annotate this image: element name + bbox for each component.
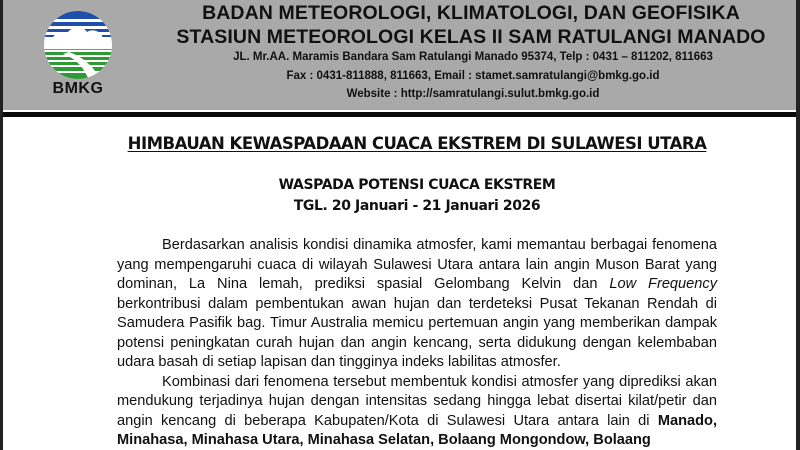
paragraph-1-text-a: Berdasarkan analisis kondisi dinamika atmosfer, kami memantau berbagai fenomena yang mempengaruhi cuaca di wilayah Sulawesi Utara antara lain angin Muson Barat yang dominan, La Nina lemah, prediksi spasial Gelombang Kelvin dan bbox=[117, 237, 717, 292]
document-subtitle: WASPADA POTENSI CUACA EKSTREM bbox=[278, 177, 556, 193]
letterhead bbox=[3, 0, 796, 110]
agency-name: BADAN METEOROLOGI, KLIMATOLOGI, DAN GEOFISIKA bbox=[202, 2, 740, 24]
paragraph-2-text: Kombinasi dari fenomena tersebut membentuk kondisi atmosfer yang diprediksi akan mendukung terjadinya hujan dengan intensitas sedang hingga lebat disertai kilat/petir dan angin kencang di beberapa Kabupaten/Kota di Sulawesi Utara antara lain di bbox=[117, 373, 717, 429]
paragraph-1 bbox=[117, 236, 717, 373]
paragraph-2-regions: Manado, Minahasa, Minahasa Utara, Minahasa Selatan, Bolaang Mongondow, Bolaang bbox=[117, 412, 717, 448]
date-range: TGL. 20 Januari - 21 Januari 2026 bbox=[293, 198, 541, 214]
station-name: STASIUN METEOROLOGI KELAS II SAM RATULANGI MANADO bbox=[176, 26, 766, 48]
letterhead-divider bbox=[3, 112, 796, 117]
document-page bbox=[3, 0, 796, 450]
bmkg-logo-label: BMKG bbox=[52, 80, 104, 97]
address-line: JL. Mr.AA. Maramis Bandara Sam Ratulangi Manado 95374, Telp : 0431 – 811202, 811663 bbox=[233, 51, 713, 63]
website-line: Website : http://samratulangi.sulut.bmkg.go.id bbox=[346, 88, 600, 100]
paragraph-1-italic: Low Frequency bbox=[609, 276, 717, 292]
document-body bbox=[117, 236, 717, 450]
fax-email-line: Fax : 0431-811888, 811663, Email : stamet.samratulangi@bmkg.go.id bbox=[286, 70, 660, 82]
document-title: HIMBAUAN KEWASPADAAN CUACA EKSTREM DI SULAWESI UTARA bbox=[127, 134, 707, 153]
window-edge-right bbox=[796, 0, 800, 450]
paragraph-1-text-b: berkontribusi dalam pembentukan awan hujan dan terdeteksi Pusat Tekanan Rendah di Samudera Pasifik bag. Timur Australia memicu pertemuan angin yang memberikan dampak potensi peningkatan curah hujan dan angin kencang, serta didukung dengan kelembaban udara basah di setiap lapisan dan tingginya indeks labilitas atmosfer. bbox=[117, 295, 717, 370]
bmkg-logo-icon bbox=[43, 10, 113, 80]
paragraph-2 bbox=[117, 373, 717, 450]
